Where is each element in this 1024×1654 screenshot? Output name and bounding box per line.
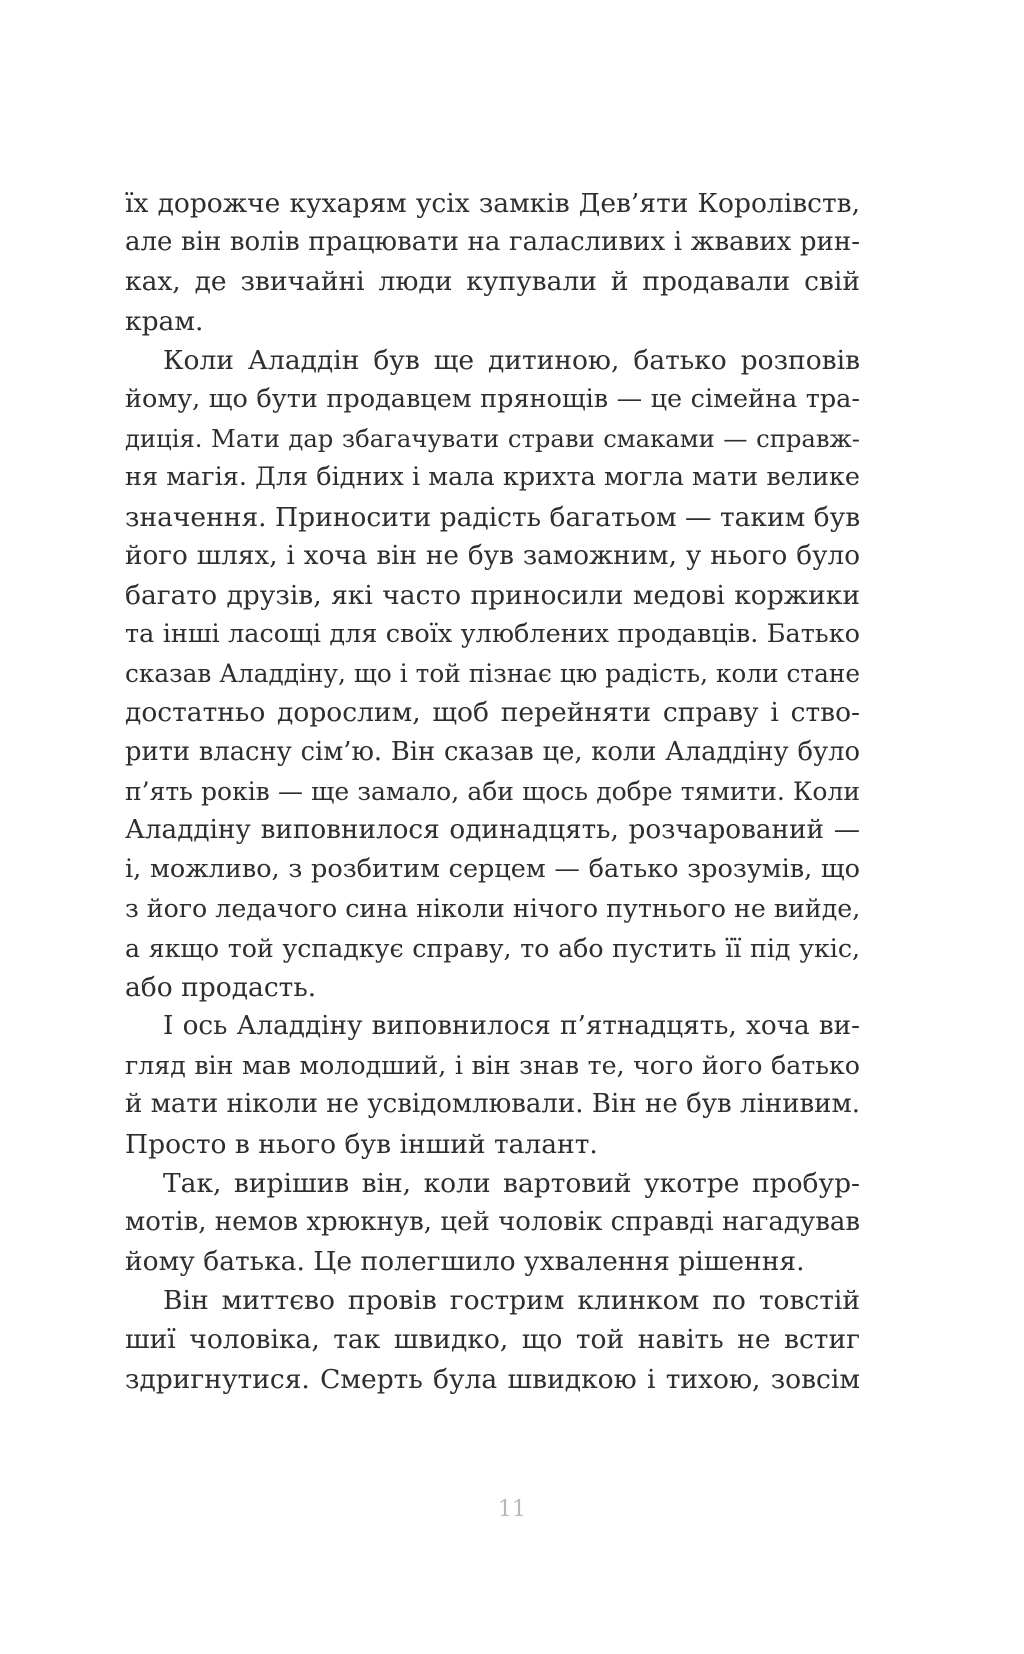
text-line: йому батька. Це полегшило ухвалення рішення. [125,1246,805,1278]
text-line: п’ять років — ще замало, аби щось добре тямити. Коли [125,776,860,806]
body-text [125,184,860,1399]
text-line: ках, де звичайні люди купували й продавали свій [125,266,860,298]
text-line: Він миттєво провів гострим клинком по товстій [163,1285,860,1317]
text-line: І ось Аладдіну виповнилося п’ятнадцять, хоча ви- [163,1010,860,1041]
text-line: Коли Аладдін був ще дитиною, батько розповів [163,344,860,376]
text-line: шиї чоловіка, так швидко, що той навіть не встиг [125,1324,860,1356]
text-line: йому, що бути продавцем прянощів — це сімейна тра- [125,383,860,414]
text-line: й мати ніколи не усвідомлювали. Він не був лінивим. [125,1089,860,1120]
text-line: Просто в нього був інший талант. [125,1128,598,1160]
paragraph [125,341,860,1007]
text-line: їх дорожче кухарям усіх замків Дев’яти Королівств, [125,188,860,219]
text-line: Так, вирішив він, коли вартовий укотре пробур- [163,1167,860,1199]
text-line: його шлях, і хоча він не був заможним, у нього було [125,540,860,571]
text-line: гляд він мав молодший, і він знав те, чого його батько [125,1051,860,1081]
text-line: а якщо той успадкує справу, то або пустить її під укіс, [125,933,860,963]
text-line: і, можливо, з розбитим серцем — батько зрозумів, що [125,854,860,885]
text-line: ня магія. Для бідних і мала крихта могла мати велике [125,462,860,493]
page-number: 11 [498,1497,526,1522]
text-line: багато друзів, які часто приносили медові коржики [125,579,860,611]
paragraph [125,1281,860,1399]
text-line: диція. Мати дар збагачувати страви смаками — справж- [125,424,860,454]
text-line: достатньо дорослим, щоб перейняти справу і ство- [125,697,860,729]
text-line: значення. Приносити радість багатьом — таким був [125,501,861,533]
text-line: мотів, немов хрюкнув, цей чоловік справді нагадував [125,1206,860,1237]
text-line: крам. [125,305,204,337]
text-line: але він волів працювати на галасливих і жвавих рин- [125,227,860,258]
text-line: або продасть. [125,971,317,1003]
paragraph [125,1007,860,1164]
paragraph [125,184,860,341]
text-line: Аладдіну виповнилося одинадцять, розчарований — [125,815,860,845]
text-line: та інші ласощі для своїх улюблених продавців. Батько [125,619,860,650]
paragraph [125,1164,860,1282]
text-line: здригнутися. Смерть була швидкою і тихою, зовсім [125,1363,860,1395]
text-line: сказав Аладдіну, що і той пізнає цю радість, коли стане [125,659,860,689]
text-line: рити власну сім’ю. Він сказав це, коли Аладдіну було [125,736,860,767]
text-line: з його ледачого сина ніколи нічого путнього не вийде, [125,894,861,924]
